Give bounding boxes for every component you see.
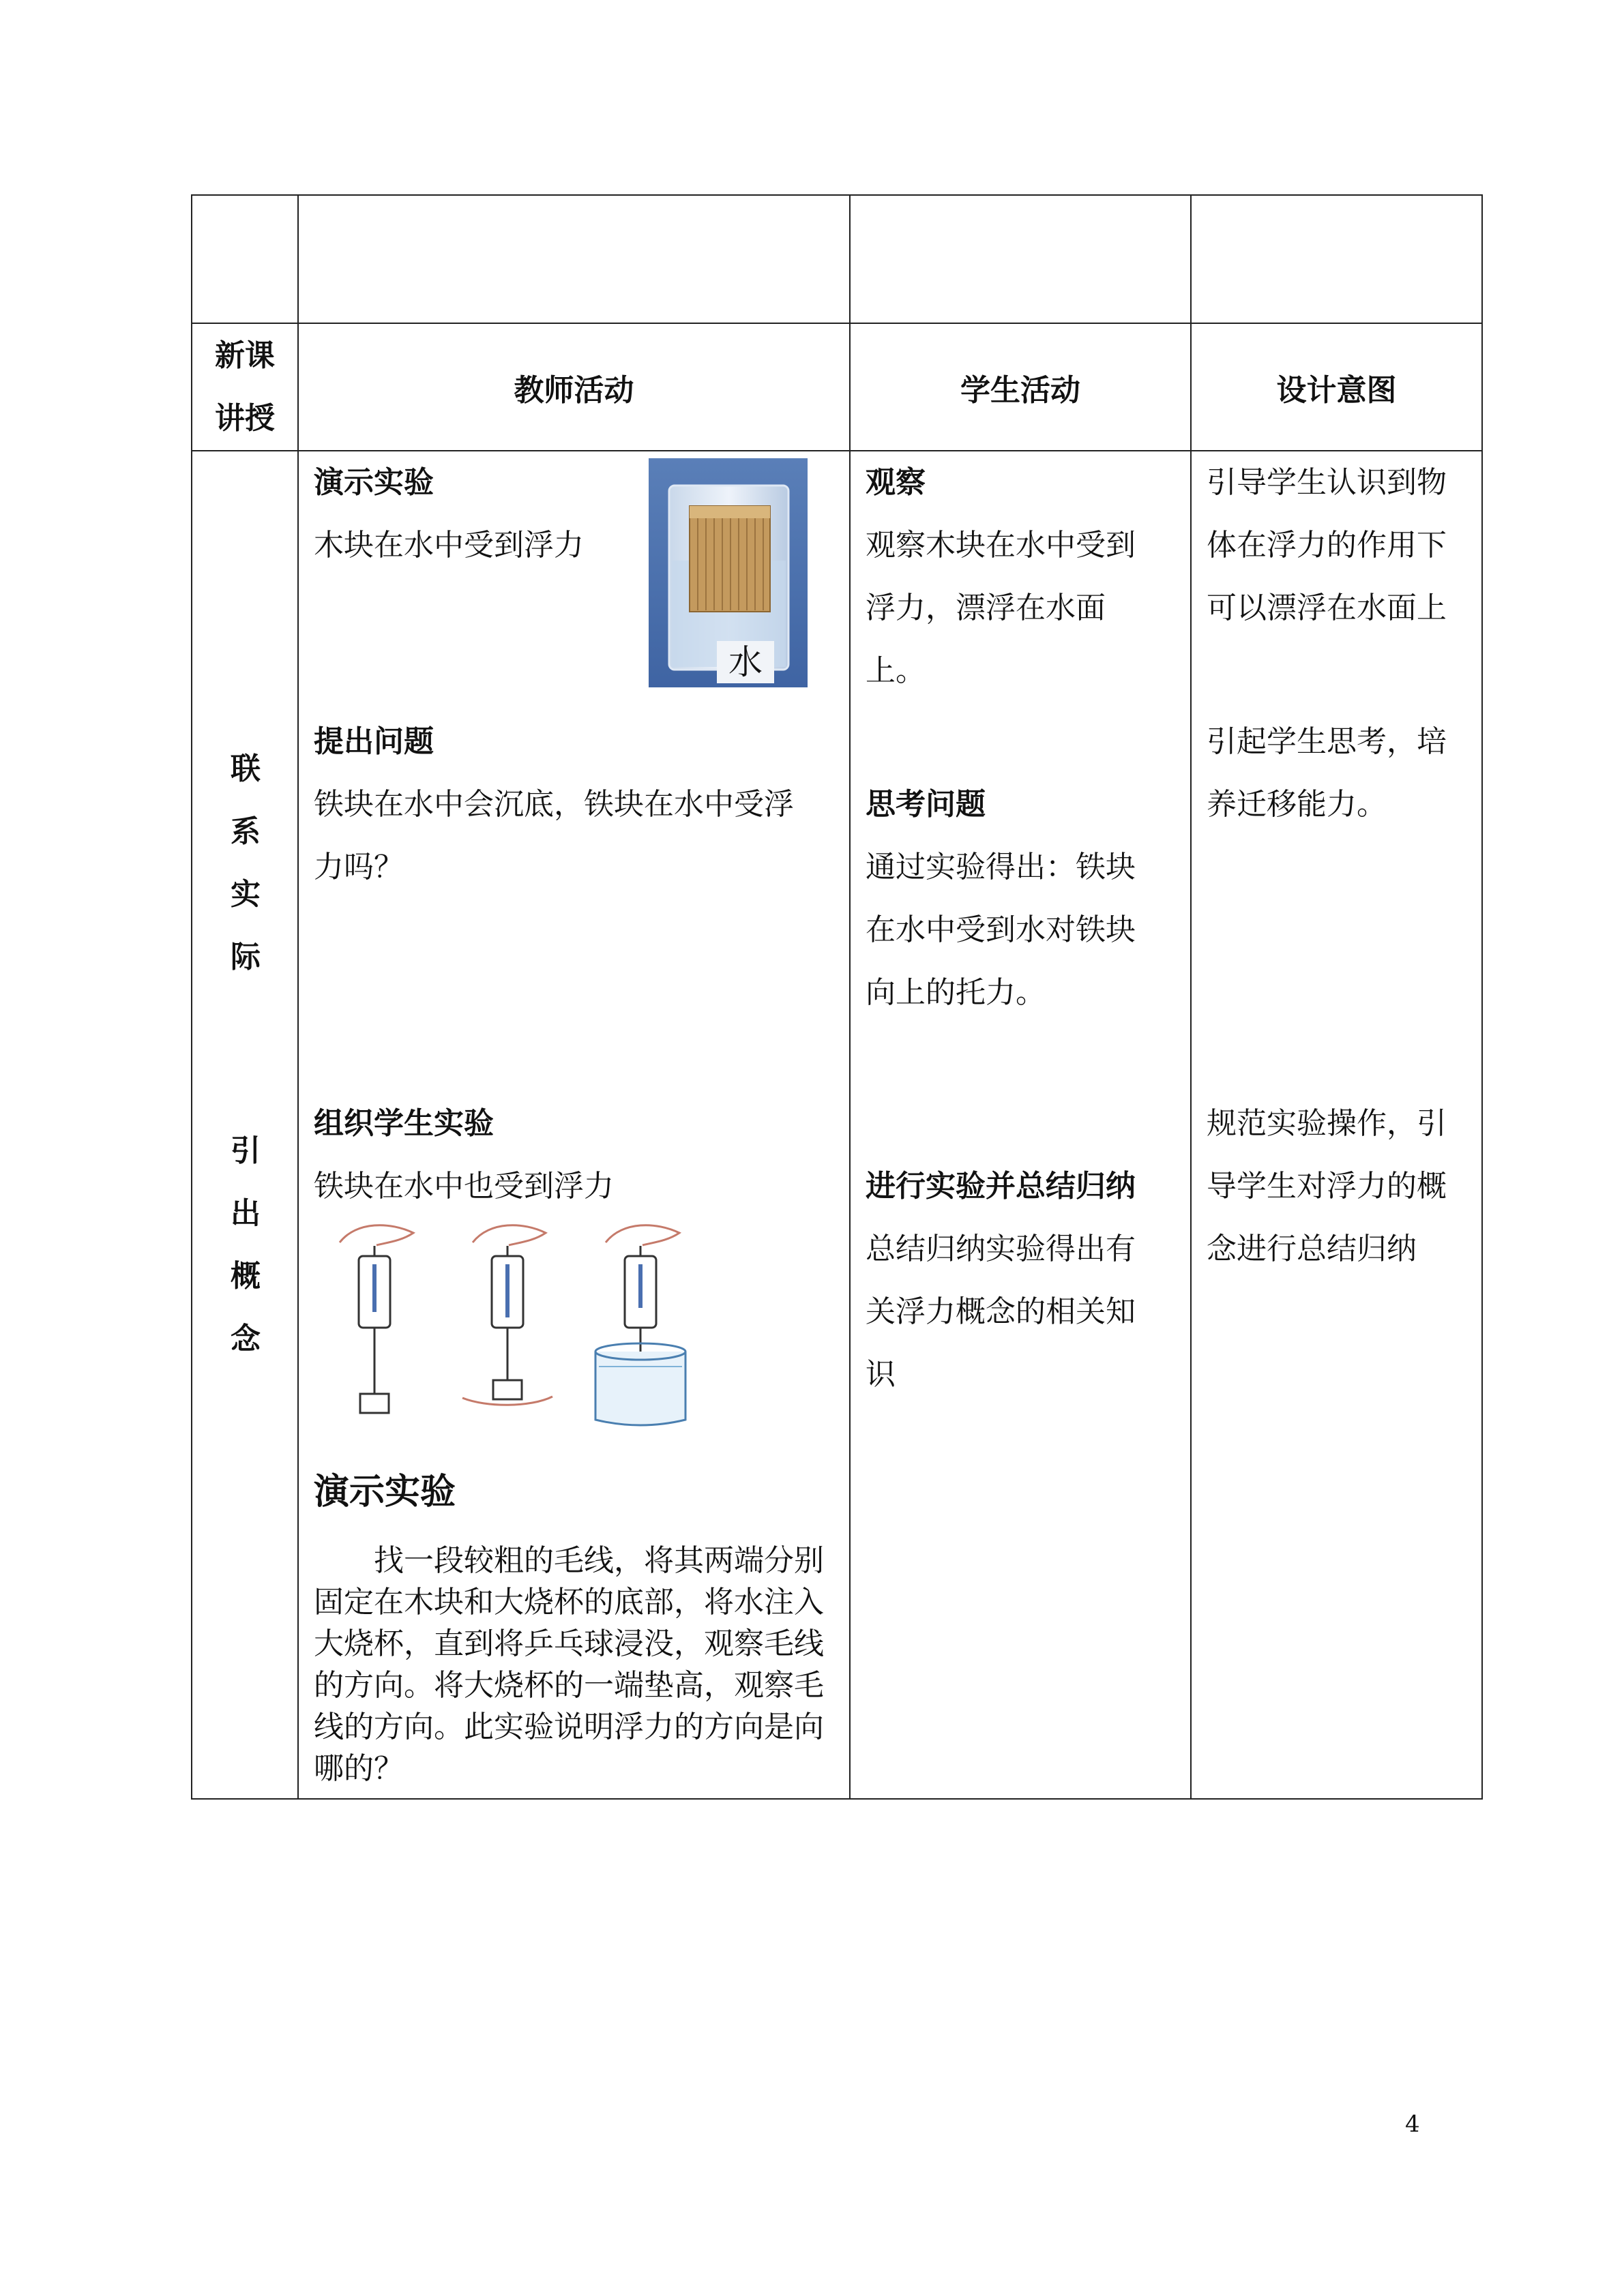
header-teacher: 教师活动 <box>514 372 634 408</box>
design-line: 引起学生思考，培 <box>1207 724 1447 759</box>
cell-empty-1 <box>192 195 298 323</box>
side-char: 际 <box>231 940 261 974</box>
page-number: 4 <box>1405 2111 1420 2138</box>
design-line: 念进行总结归纳 <box>1207 1232 1417 1266</box>
experiment-text: 铁块在水中也受到浮力 <box>314 1169 614 1204</box>
design-line: 引导学生认识到物 <box>1207 465 1447 500</box>
header-student-cell <box>850 323 1191 451</box>
side-char: 实 <box>231 877 261 912</box>
demo1-title: 演示实验 <box>314 465 434 500</box>
header-section-label <box>192 323 298 451</box>
table-header-row <box>192 323 1482 451</box>
header-label-line-2: 讲授 <box>215 400 275 436</box>
think-title: 思考问题 <box>866 787 986 822</box>
summary-line: 总结归纳实验得出有 <box>866 1232 1136 1266</box>
summary-line: 关浮力概念的相关知 <box>866 1294 1136 1329</box>
experiment-title: 组织学生实验 <box>314 1106 494 1141</box>
side-char: 引 <box>231 1133 261 1168</box>
side-char: 联 <box>231 751 261 786</box>
header-student: 学生活动 <box>960 372 1080 408</box>
design-intent-cell <box>1191 451 1482 1799</box>
question-line-1: 铁块在水中会沉底，铁块在水中受浮 <box>314 787 794 822</box>
cell-empty-2 <box>298 195 850 323</box>
header-teacher-cell <box>298 323 850 451</box>
demo1-text: 木块在水中受到浮力 <box>314 528 584 563</box>
table-row-empty <box>192 195 1482 323</box>
observe-line: 观察木块在水中受到 <box>866 528 1136 563</box>
question-line-2: 力吗？ <box>314 850 404 884</box>
side-char: 系 <box>231 814 261 849</box>
summary-title: 进行实验并总结归纳 <box>866 1169 1136 1204</box>
photo-label: 水 <box>728 642 763 682</box>
design-line: 养迁移能力。 <box>1207 787 1387 822</box>
header-design-cell <box>1191 323 1482 451</box>
summary-line: 识 <box>866 1357 896 1392</box>
design-line: 导学生对浮力的概 <box>1207 1169 1447 1204</box>
lesson-plan-table <box>191 194 1483 1800</box>
wood-in-water-photo <box>649 458 808 687</box>
side-char: 概 <box>231 1259 261 1294</box>
think-line: 在水中受到水对铁块 <box>866 912 1136 947</box>
side-char: 出 <box>231 1196 261 1231</box>
table-body-row <box>192 451 1482 1799</box>
header-design: 设计意图 <box>1276 372 1397 408</box>
think-line: 向上的托力。 <box>866 975 1046 1010</box>
side-label-cell <box>192 451 298 1799</box>
observe-line: 浮力，漂浮在水面 <box>866 591 1106 625</box>
side-char: 念 <box>231 1322 261 1356</box>
design-line: 可以漂浮在水面上 <box>1207 591 1447 625</box>
observe-title: 观察 <box>866 465 926 500</box>
cell-empty-3 <box>850 195 1191 323</box>
demo2-paragraph: 找一段较粗的毛线，将其两端分别固定在木块和大烧杯的底部，将水注入大烧杯，直到将乒乓球浸没，观察毛线的方向。将大烧杯的一端垫高，观察毛线的方向。此实验说明浮力的方向是向哪的？ <box>314 1543 824 1786</box>
spring-scale-illustration <box>326 1215 708 1433</box>
demo2-title: 演示实验 <box>314 1472 456 1512</box>
student-activity-cell <box>850 451 1191 1799</box>
teacher-activity-cell <box>298 451 850 1799</box>
observe-line: 上。 <box>866 653 926 688</box>
cell-empty-4 <box>1191 195 1482 323</box>
header-label-line-1: 新课 <box>215 338 275 373</box>
design-line: 体在浮力的作用下 <box>1207 528 1447 563</box>
question-title: 提出问题 <box>314 724 434 759</box>
design-line: 规范实验操作，引 <box>1207 1106 1447 1141</box>
think-line: 通过实验得出：铁块 <box>866 850 1136 884</box>
